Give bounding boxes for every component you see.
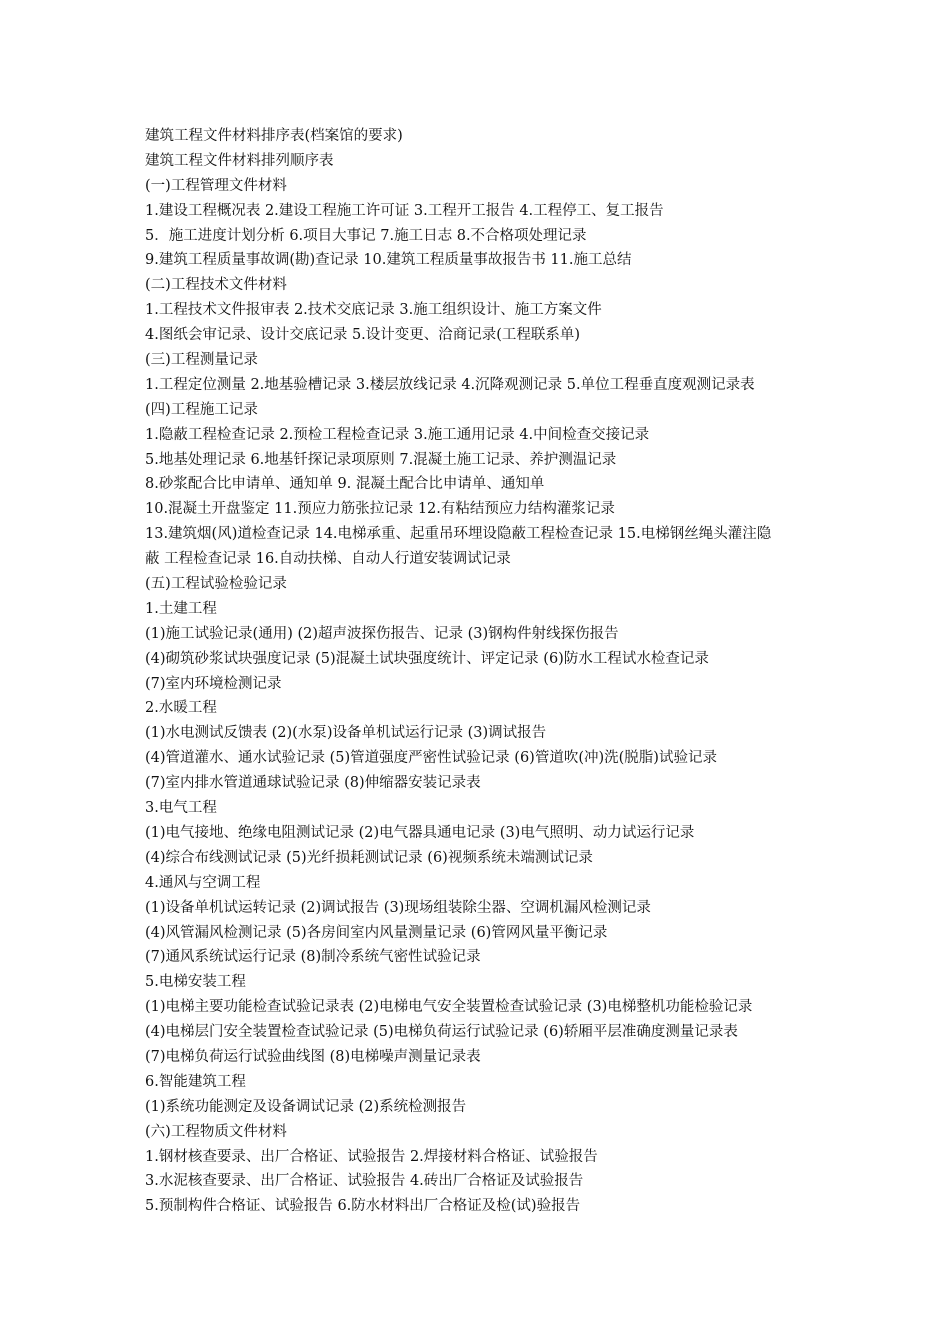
- text-line: 4.图纸会审记录、设计交底记录 5.设计变更、洽商记录(工程联系单): [145, 327, 581, 344]
- text-line: 13.建筑烟(风)道检查记录 14.电梯承重、起重吊环埋设隐蔽工程检查记录 15.电梯钢丝绳头灌注隐: [145, 526, 772, 543]
- section-heading-2: (二)工程技术文件材料: [145, 277, 287, 294]
- document-body: [145, 124, 815, 1219]
- text-line: (1)水电测试反馈表 (2)(水泵)设备单机试运行记录 (3)调试报告: [145, 725, 547, 742]
- section-heading-4: (四)工程施工记录: [145, 401, 258, 418]
- subsection-heading: 3.电气工程: [145, 800, 217, 817]
- document-title: 建筑工程文件材料排序表(档案馆的要求): [145, 128, 403, 144]
- section-heading-5: (五)工程试验检验记录: [145, 576, 287, 593]
- section-heading-6: (六)工程物质文件材料: [145, 1123, 287, 1140]
- document-subtitle: 建筑工程文件材料排列顺序表: [145, 152, 334, 169]
- text-line: 3.水泥核查要录、出厂合格证、试验报告 4.砖出厂合格证及试验报告: [145, 1173, 584, 1190]
- subsection-heading: 4.通风与空调工程: [145, 874, 261, 891]
- text-line: 1.工程技术文件报审表 2.技术交底记录 3.施工组织设计、施工方案文件: [145, 302, 602, 319]
- text-line: (1)电梯主要功能检查试验记录表 (2)电梯电气安全装置检查试验记录 (3)电梯整机功能检验记录: [145, 999, 753, 1016]
- text-line: 5.预制构件合格证、试验报告 6.防水材料出厂合格证及检(试)验报告: [145, 1198, 581, 1215]
- subsection-heading: 5.电梯安装工程: [145, 974, 246, 991]
- text-line: 1.钢材核查要录、出厂合格证、试验报告 2.焊接材料合格证、试验报告: [145, 1148, 598, 1165]
- text-line: 9.建筑工程质量事故调(勘)查记录 10.建筑工程质量事故报告书 11.施工总结: [145, 252, 632, 269]
- text-line: 1.建设工程概况表 2.建设工程施工许可证 3.工程开工报告 4.工程停工、复工报告: [145, 202, 664, 219]
- section-heading-1: (一)工程管理文件材料: [145, 177, 287, 194]
- text-line: (1)系统功能测定及设备调试记录 (2)系统检测报告: [145, 1098, 467, 1115]
- text-line: 蔽 工程检查记录 16.自动扶梯、自动人行道安装调试记录: [145, 551, 511, 568]
- text-line: (4)管道灌水、通水试验记录 (5)管道强度严密性试验记录 (6)管道吹(冲)洗(脱脂)试验记录: [145, 750, 717, 767]
- text-line: (7)室内环境检测记录: [145, 675, 282, 692]
- text-line: 1.隐蔽工程检查记录 2.预检工程检查记录 3.施工通用记录 4.中间检查交接记录: [145, 426, 650, 443]
- text-line: 5．施工进度计划分析 6.项目大事记 7.施工日志 8.不合格项处理记录: [145, 227, 587, 244]
- subsection-heading: 2.水暖工程: [145, 700, 217, 717]
- text-line: 5.地基处理记录 6.地基钎探记录项原则 7.混凝土施工记录、养护测温记录: [145, 451, 617, 468]
- text-line: (7)电梯负荷运行试验曲线图 (8)电梯噪声测量记录表: [145, 1048, 481, 1065]
- text-line: (1)电气接地、绝缘电阻测试记录 (2)电气器具通电记录 (3)电气照明、动力试运行记录: [145, 824, 695, 841]
- text-line: 10.混凝土开盘鉴定 11.预应力筋张拉记录 12.有粘结预应力结构灌浆记录: [145, 501, 615, 518]
- text-line: 1.工程定位测量 2.地基验槽记录 3.楼层放线记录 4.沉降观测记录 5.单位工程垂直度观测记录表: [145, 376, 755, 393]
- text-line: (7)通风系统试运行记录 (8)制冷系统气密性试验记录: [145, 949, 481, 966]
- subsection-heading: 6.智能建筑工程: [145, 1073, 246, 1090]
- text-line: (4)砌筑砂浆试块强度记录 (5)混凝土试块强度统计、评定记录 (6)防水工程试水检查记录: [145, 650, 709, 667]
- text-line: (7)室内排水管道通球试验记录 (8)伸缩器安装记录表: [145, 775, 481, 792]
- text-line: 8.砂浆配合比申请单、通知单 9. 混凝土配合比申请单、通知单: [145, 476, 545, 493]
- text-line: (4)综合布线测试记录 (5)光纤损耗测试记录 (6)视频系统未端测试记录: [145, 849, 593, 866]
- subsection-heading: 1.土建工程: [145, 600, 217, 617]
- text-line: (4)电梯层门安全装置检查试验记录 (5)电梯负荷运行试验记录 (6)轿厢平层准确度测量记录表: [145, 1024, 738, 1041]
- section-heading-3: (三)工程测量记录: [145, 352, 258, 369]
- text-line: (4)风管漏风检测记录 (5)各房间室内风量测量记录 (6)管网风量平衡记录: [145, 924, 608, 941]
- text-line: (1)设备单机试运转记录 (2)调试报告 (3)现场组装除尘器、空调机漏风检测记录: [145, 899, 651, 916]
- text-line: (1)施工试验记录(通用) (2)超声波探伤报告、记录 (3)钢构件射线探伤报告: [145, 625, 619, 642]
